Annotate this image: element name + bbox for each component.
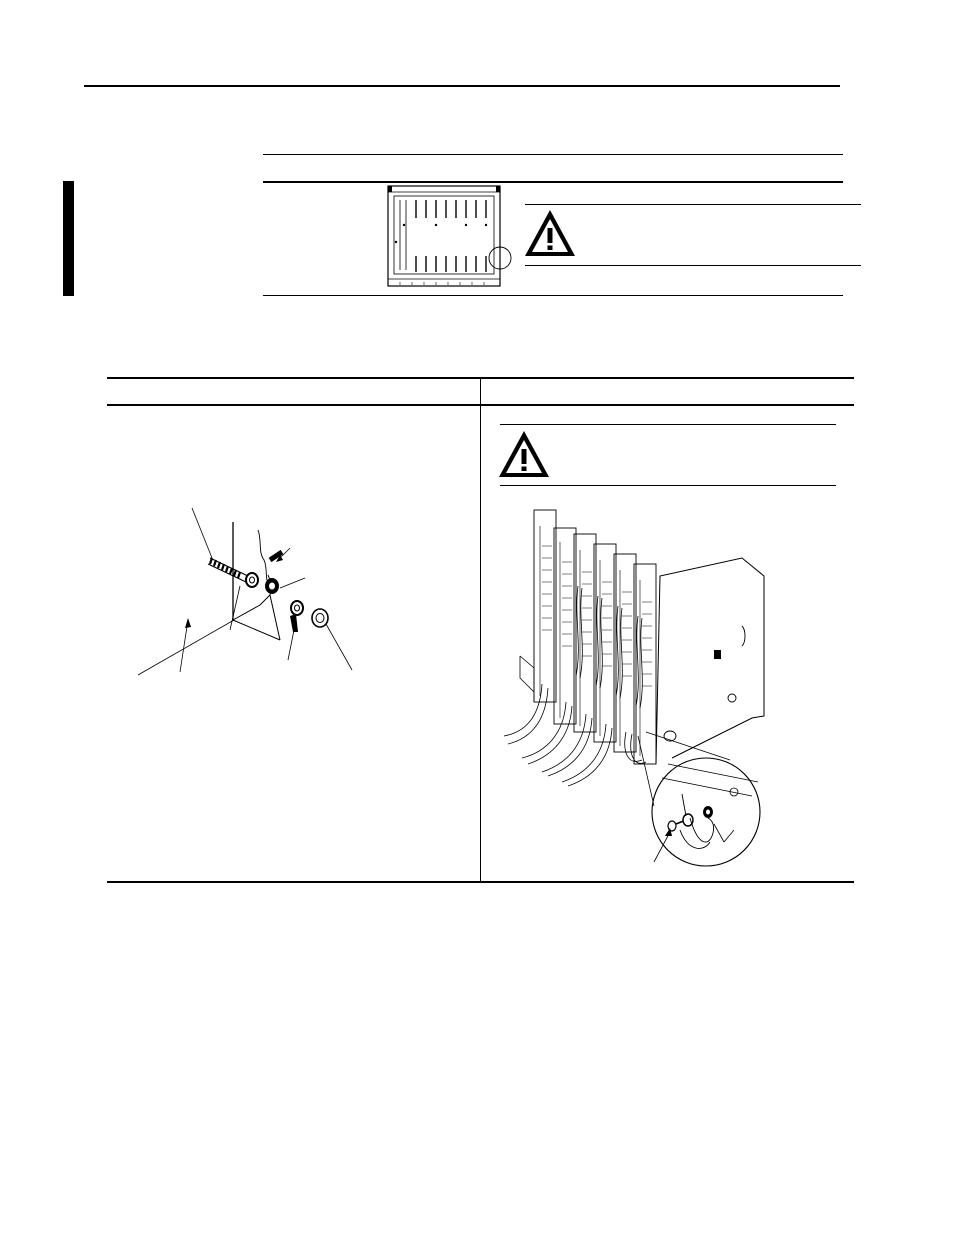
chapter-thumb-tab — [63, 181, 74, 296]
upper-section-bottom-rule — [263, 295, 843, 296]
warning-right-rule-lower — [500, 485, 836, 486]
upper-section-top-rule — [263, 154, 843, 155]
upper-section-second-rule — [263, 181, 843, 183]
table-column-divider — [480, 377, 481, 882]
chassis-overview-figure — [380, 184, 520, 290]
warning-right-rule-upper — [500, 424, 836, 425]
warning-top-rule-upper — [525, 204, 861, 205]
ground-stud-exploded-figure — [130, 500, 370, 680]
warning-triangle-icon — [523, 208, 577, 258]
header-rule — [84, 85, 840, 87]
chassis-wiring-figure — [502, 506, 772, 876]
warning-triangle-icon — [497, 429, 551, 479]
warning-top-rule-lower — [525, 265, 861, 266]
